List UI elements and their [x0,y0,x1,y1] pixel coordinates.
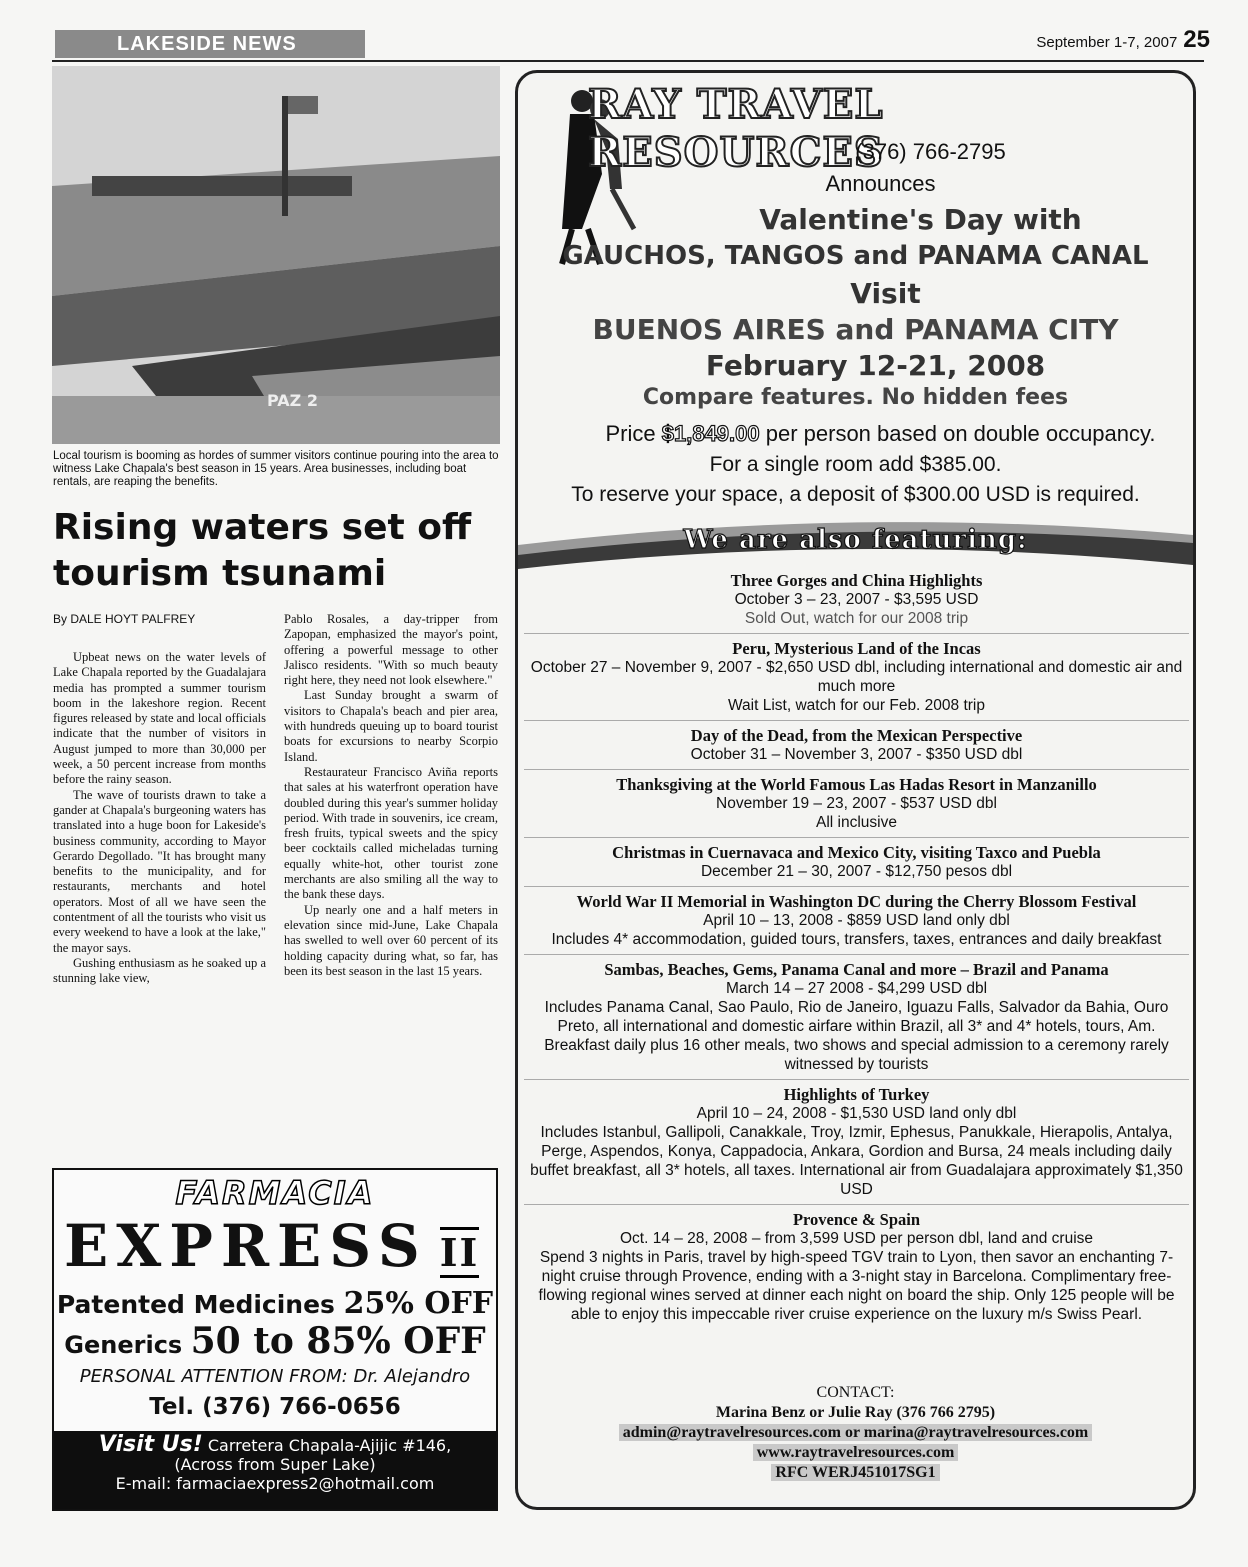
website [518,1443,1193,1463]
photo-caption: Local tourism is booming as hordes of summer visitors continue pouring into the area to witness Lake Chapala's best season in 15 years. Area businesses, including boat rentals, are reaping the benefits. [53,450,499,488]
issue-date-text: September 1-7, 2007 [1036,34,1178,51]
visit-us: Visit Us! [98,1432,203,1457]
contact-block [518,1383,1193,1483]
paragraph: Upbeat news on the water levels of Lake Chapala reported by the Guadalajara media has prompted a summer tourism boom in the lakeshore region. Recent figures released by state and local officials indicate that the number of visitors in August jumped to more than 30,000 per week, a 50 percent increase from months before the rainy season. [53,650,266,787]
trip-detail: April 10 – 13, 2008 - $859 USD land only dbl [703,912,1010,929]
farmacia-brand [54,1214,496,1285]
trip-item [524,841,1189,887]
boat-label: PAZ 2 [267,391,318,410]
destinations-heading: BUENOS AIRES and PANAMA CITY [592,313,1119,346]
news-photo [52,66,500,444]
address-line [54,1432,496,1457]
trip-item [524,569,1189,634]
article-byline: By DALE HOYT PALFREY [53,612,196,626]
trip-detail: November 19 – 23, 2007 - $537 USD dbl [716,795,997,812]
trip-item [524,1083,1189,1205]
compare-features: Compare features. No hidden fees [642,385,1069,410]
article-headline: Rising waters set off tourism tsunami [53,507,472,594]
trip-title: Peru, Mysterious Land of the Incas [732,639,981,658]
price-amount: $1,849.00 [661,421,760,446]
trip-detail: March 14 – 27 2008 - $4,299 USD dbl [725,980,988,997]
price-suffix: per person based on double occupancy. [759,421,1156,446]
featuring-label: We are also featuring: [683,525,1028,555]
trip-title: Christmas in Cuernavaca and Mexico City, visiting Taxco and Puebla [612,843,1101,862]
page-number: 25 [1183,26,1210,53]
rfc [518,1463,1193,1483]
paragraph: Up nearly one and a half meters in elevation since mid-June, Lake Chapala has swelled to well over 60 percent of its holding capacity during what, so far, has been its best season in the last 15 years. [284,902,498,978]
valentine-heading: Valentine's Day with [759,203,1082,236]
trip-detail: Spend 3 nights in Paris, travel by high-speed TGV train to Lyon, then savor an enchanting 7-night cruise through Provence, ending with a 3-night stay in Barcelona. Complimentary free-flowing regional wines served at dinner each night on board the ship. Only 125 people will be able to enjoy this impeccable river cruise experience on the luxury m/s Swiss Pearl. [538,1249,1175,1323]
trip-detail: Oct. 14 – 28, 2008 – from 3,599 USD per person dbl, land and cruise [619,1230,1094,1247]
brand-suffix: II [440,1227,480,1278]
trip-detail: Wait List, watch for our Feb. 2008 trip [727,697,985,714]
patented-percent: 25% OFF [343,1286,494,1321]
generics-discount [54,1322,496,1364]
rfc-text: RFC WERJ451017SG1 [771,1464,939,1481]
paragraph: Gushing enthusiasm as he soaked up a stunning lake view, [53,955,266,986]
contact-names: Marina Benz or Julie Ray (376 766 2795) [715,1404,996,1421]
header-rule [52,60,1204,62]
farmacia-phone: Tel. (376) 766-0656 [149,1394,401,1420]
trip-detail: October 3 – 23, 2007 - $3,595 USD [734,591,979,608]
paragraph: Pablo Rosales, a day-tripper from Zapopan, emphasized the mayor's point, offering a powerful message to other Jalisco residents. "With so much beauty right here, they need not look elsewhere." [284,612,498,688]
gauchos-heading: GAUCHOS, TANGOS and PANAMA CANAL [562,241,1149,271]
trip-item [524,724,1189,770]
website-text: www.raytravelresources.com [753,1444,959,1461]
trip-detail: Includes 4* accommodation, guided tours, transfers, taxes, entrances and daily breakfast [551,931,1162,948]
trip-detail: December 21 – 30, 2007 - $12,750 pesos dbl [700,863,1013,880]
attention-line: PERSONAL ATTENTION FROM: Dr. Alejandro [79,1366,471,1387]
price-prefix: Price [605,421,662,446]
trip-detail: Includes Panama Canal, Sao Paulo, Rio de Janeiro, Iguazu Falls, Salvador da Bahia, Ouro Preto, all international and domestic airfare within Brazil, all 3* and 4* hotels, tours, Am. Breakfast daily plus 16 other meals, two shows and special admission to a ceremony rarely witnessed by tourists [544,999,1169,1073]
trip-title: Thanksgiving at the World Famous Las Hadas Resort in Manzanillo [616,775,1097,794]
generics-label: Generics [64,1331,191,1359]
paragraph: The wave of tourists drawn to take a gander at Chapala's burgeoning waters has translated into a huge boon for Lakeside's business community, according to Mayor Gerardo Degollado. "It has brought many benefits to the municipality, and for restaurants, merchants and hotel operators. Most of all we have seen the contentment of all the tourists who visit us every weekend to have a look at the lake," the mayor says. [53,787,266,955]
trip-dates: February 12-21, 2008 [705,349,1046,382]
travel-phone: (376) 766-2795 [855,139,1006,164]
announces: Announces [825,171,936,196]
trip-detail: October 31 – November 3, 2007 - $350 USD dbl [690,746,1023,763]
trip-title: Sambas, Beaches, Gems, Panama Canal and more – Brazil and Panama [604,960,1109,979]
price-line [518,421,1193,447]
contact-label: CONTACT: [816,1384,895,1401]
farmacia-email: E-mail: farmaciaexpress2@hotmail.com [115,1474,435,1493]
trip-title: Three Gorges and China Highlights [730,571,983,590]
farmacia-footer [54,1431,496,1509]
travel-title: RAY TRAVEL RESOURCES [588,81,884,176]
trip-detail: April 10 – 24, 2008 - $1,530 USD land only dbl [696,1105,1017,1122]
trip-list [524,569,1189,1332]
farmacia-express-ad [52,1168,498,1511]
patented-label: Patented Medicines [56,1290,344,1319]
ray-travel-ad [515,70,1196,1510]
patented-discount [54,1287,496,1322]
trip-detail: October 27 – November 9, 2007 - $2,650 USD dbl, including international and domestic air and much more [530,659,1183,695]
across-from: (Across from Super Lake) [174,1455,376,1474]
paragraph: Last Sunday brought a swarm of visitors to Chapala's beach and pier area, with hundreds queuing up to board tourist boats for excursions to nearby Scorpio Island. [284,688,498,764]
address: Carretera Chapala-Ajijic #146, [207,1436,452,1455]
issue-date [1036,26,1210,54]
lakeshore-photo-illustration [52,66,500,444]
trip-note: Sold Out, watch for our 2008 trip [744,610,969,627]
trip-title: World War II Memorial in Washington DC during the Cherry Blossom Festival [576,892,1137,911]
single-room: For a single room add $385.00. [709,453,1002,476]
contact-emails [518,1423,1193,1443]
section-masthead: LAKESIDE NEWS [55,30,365,58]
contact-emails-text: admin@raytravelresources.com or marina@raytravelresources.com [619,1424,1093,1441]
farmacia-label: FARMACIA [175,1174,375,1212]
trip-detail: Includes Istanbul, Gallipoli, Canakkale, Troy, Izmir, Ephesus, Panukkale, Hierapolis, Antalya, Perge, Aspendos, Konya, Cappadocia, Ankara, Gordion and Bursa, 24 meals including daily buffet breakfast, all 3* hotels, all taxes. International air from Guadalajara approximately $1,350 USD [530,1124,1183,1198]
trip-item [524,637,1189,721]
trip-item [524,773,1189,838]
trip-item [524,890,1189,955]
trip-title: Day of the Dead, from the Mexican Perspective [690,726,1023,745]
trip-item [524,958,1189,1080]
trip-item [524,1208,1189,1329]
trip-title: Provence & Spain [792,1210,921,1229]
deposit-line: To reserve your space, a deposit of $300.00 USD is required. [571,483,1140,506]
visit-heading: Visit [850,277,921,310]
article-column-2 [284,612,498,979]
brand-name: EXPRESS [64,1212,428,1280]
trip-detail: All inclusive [816,814,897,831]
trip-title: Highlights of Turkey [783,1085,930,1104]
article-column-1 [53,650,266,987]
paragraph: Restaurateur Francisco Aviña reports that sales at his waterfront operation have doubled during this year's summer holiday period. With trade in souvenirs, ice cream, fresh fruits, typical sweets and the spicy beer cocktails called micheladas turning equally white-hot, other tourist zone merchants are also smiling all the way to the bank these days. [284,764,498,902]
generics-percent: 50 to 85% OFF [190,1320,486,1362]
